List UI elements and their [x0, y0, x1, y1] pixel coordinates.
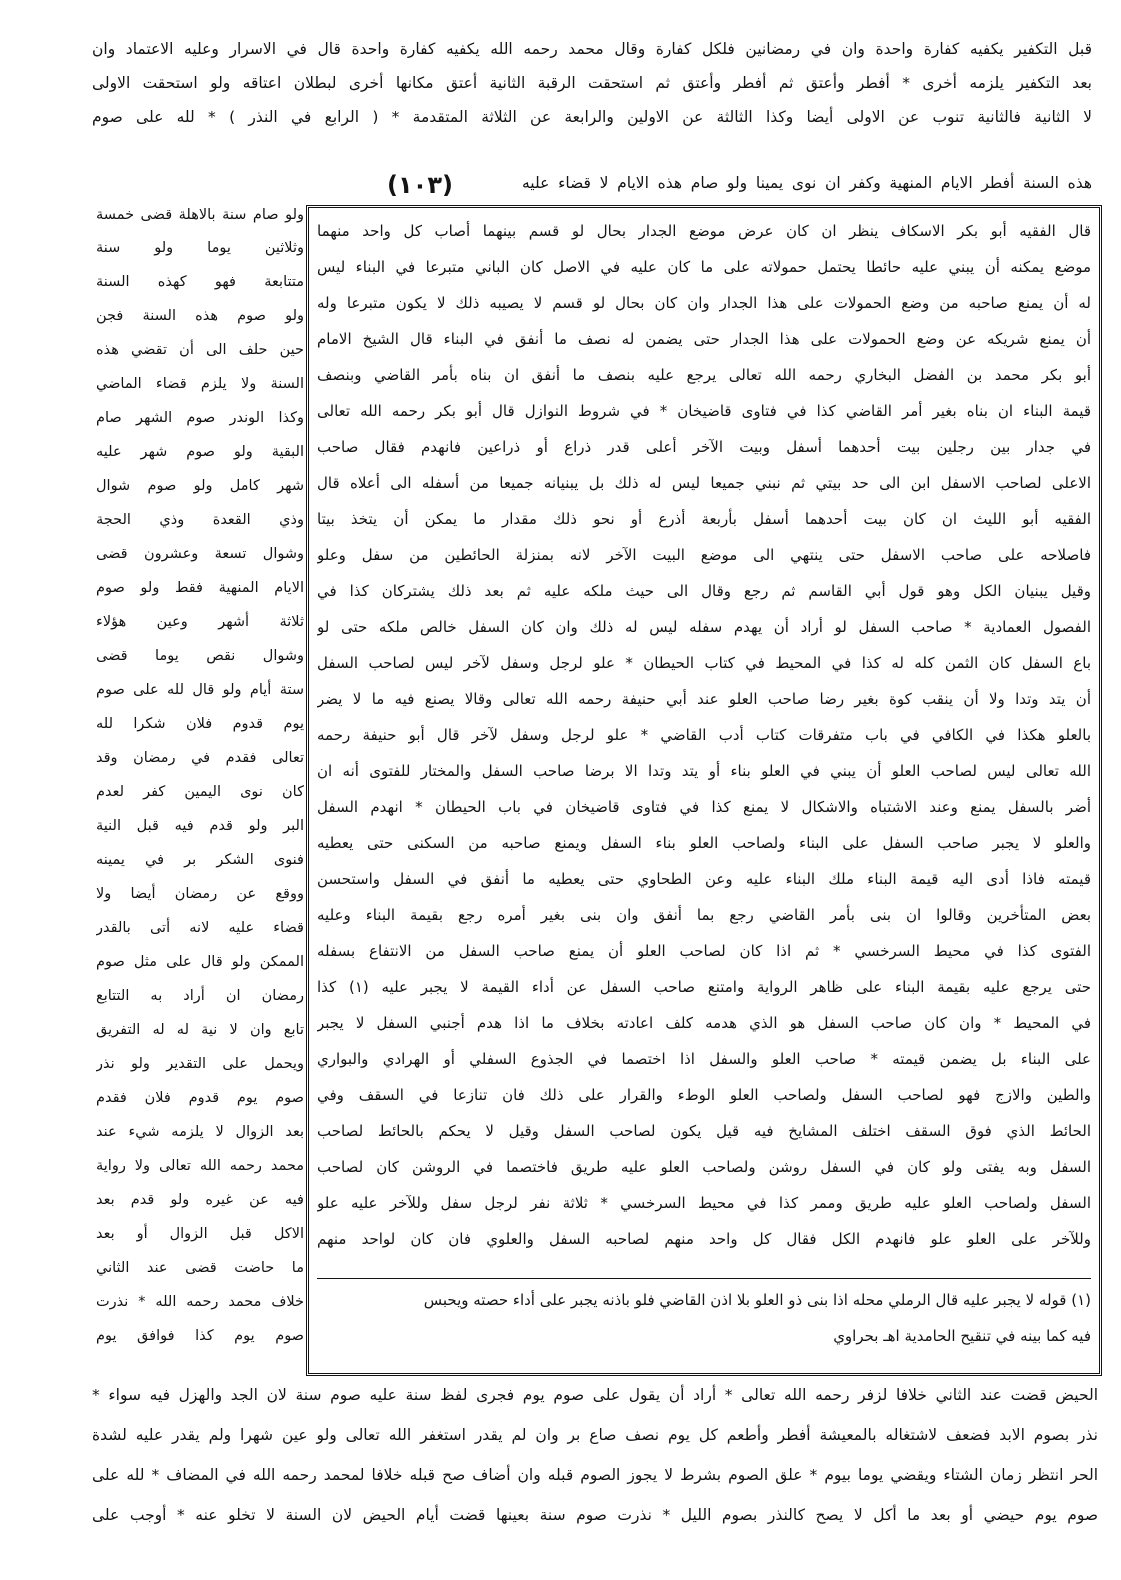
side-line: البر ولو قدم فيه قبل النية — [96, 818, 304, 834]
main-line: في جدار بين رجلين بيت أحدهما أسفل وبيت الآخر أعلى قدر ذراع أو ذراعين فانهدم فقال صاحب — [317, 438, 1091, 456]
main-line: بالعلو هكذا في الكافي في باب متفرقات كتاب أدب القاضي * علو لرجل وسفل لآخر قال أبو حنيفة رحمه — [317, 726, 1091, 744]
side-line: وشوال نقص يوما قضى — [96, 648, 304, 664]
side-line: رمضان ان أراد به التتابع — [96, 988, 304, 1004]
side-line: ولو صوم هذه السنة فجن — [96, 308, 304, 324]
main-line: بعض المتأخرين وقالوا ان بنى بأمر القاضي رجع بما أنفق وان بنى بغير أمره رجع بقيمة البناء وعليه — [317, 906, 1091, 924]
side-line: وكذا الوندر صوم الشهر صام — [96, 410, 304, 426]
side-line: الاكل قبل الزوال أو بعد — [96, 1226, 304, 1242]
bottom-text-block — [92, 1380, 1098, 1570]
side-line: حين حلف الى أن تقضي هذه — [96, 342, 304, 358]
main-line: فاصلاحه على صاحب الاسفل حتى ينتهي الى موضع البيت الآخر لانه بمنزلة الحائطين من سفل وعلو — [317, 546, 1091, 564]
side-line: فنوى الشكر بر في يمينه — [96, 852, 304, 868]
main-frame — [306, 205, 1102, 1376]
side-line: صوم يوم كذا فوافق يوم — [96, 1328, 304, 1344]
top-line: بعد التكفير يلزمه أخرى * أفطر وأعتق ثم أفطر وأعتق ثم استحقت الرقبة الثانية أعتق مكانها أخرى لبطلان اعتاقه ولو استحقت الاولى — [92, 74, 1092, 92]
main-line: قال الفقيه أبو بكر الاسكاف ينظر ان كان عرض موضع الجدار بحال لو قسم بينهما أصاب كل واحد منهما — [317, 222, 1091, 240]
footnote-line: (١) قوله لا يجبر عليه قال الرملي محله اذا بنى ذو العلو بلا اذن القاضي فلو باذنه يجبر على أداء حصته ويحبس — [423, 1291, 1091, 1309]
footnote-divider — [317, 1278, 1091, 1279]
side-line: صوم يوم قدوم فلان فقدم — [96, 1090, 304, 1106]
side-line: ويحمل على التقدير ولو نذر — [96, 1056, 304, 1072]
main-line: الاعلى لصاحب الاسفل ابن الى حد بيتي ثم نبني جميعا ليس له ذلك بل يبنيانه جميعا من أسفله الى أعلاه قال — [317, 474, 1091, 492]
main-line: وللآخر على العلو علو فانهدم الكل فقال كل واحد منهم لصاحبه السفل والعلوي فان كان لواحد منهم — [317, 1230, 1091, 1248]
main-line: باع السفل كان الثمن كله له كذا في المحيط في كتاب الحيطان * علو لرجل وسفل لآخر ليس لصاحب السفل — [317, 654, 1091, 672]
side-line: الممكن ولو قال على مثل صوم — [96, 954, 304, 970]
main-line: الفصول العمادية * صاحب السفل لو أراد أن يهدم سفله ليس له ذلك وان كان السفل خالص ملكه حتى لو — [317, 618, 1091, 636]
side-line: البقية ولو صوم شهر عليه — [96, 444, 304, 460]
top-text-block — [92, 34, 1092, 200]
main-line: الفتوى كذا في محيط السرخسي * ثم اذا كان لصاحب العلو أن يمنع صاحب السفل من الانتفاع بسفله — [317, 942, 1091, 960]
main-line: الله تعالى ليس لصاحب العلو أن يبني في العلو بناء أو يتد وتدا الا برضا صاحب السفل والمختار للفتوى أنه ان — [317, 762, 1091, 780]
side-line: كان نوى اليمين كفر لعدم — [96, 784, 304, 800]
side-column — [96, 200, 304, 1378]
side-line: شهر كامل ولو صوم شوال — [96, 478, 304, 494]
main-line: أن يتد وتدا ولا أن ينقب كوة بغير رضا صاحب العلو عند أبي حنيفة رحمه الله تعالى وقالا يصنع فيه ما لا يضر — [317, 690, 1091, 708]
main-line: أن يمنع شريكه عن وضع الحمولات على هذا الجدار حتى يضمن له نصف ما أنفق في البناء قال الشيخ الامام — [317, 330, 1091, 348]
top-line: لا الثانية فالثانية تنوب عن الاولى أيضا وكذا الثالثة عن الاولين والرابعة عن الثلاثة المتقدمة * ( الرابع في النذر ) * لله على صوم — [92, 108, 1092, 126]
main-line: والطين والازج فهو لصاحب السفل ولصاحب العلو الوطء والقرار على ذلك فان تنازعا في السقف وفي — [317, 1086, 1091, 1104]
side-line: ولو صام سنة بالاهلة قضى خمسة — [96, 207, 304, 223]
main-line: الحائط الذي فوق السقف اختلف المشايخ فيه قيل يكون لصاحب السفل وقيل لا يحكم بالحائط لصاحب — [317, 1122, 1091, 1140]
main-line: السفل وبه يفتى ولو كان في السفل روشن ولصاحب العلو عليه طريق فاختصما في الروشن كان لصاحب — [317, 1158, 1091, 1176]
main-line: أبو بكر محمد بن الفضل البخاري رحمه الله تعالى يرجع عليه بنصف ما أنفق ان بناه بأمر القاضي وبنصف — [317, 366, 1091, 384]
side-line: بعد الزوال لا يلزمه شيء عند — [96, 1124, 304, 1140]
main-line: على البناء بل يضمن قيمته * صاحب العلو والسفل اذا اختصما في الجذوع السفلي أو الهرادي والبواري — [317, 1050, 1091, 1068]
main-line: الفقيه أبو الليث ان كان بيت أحدهما أسفل بأربعة أذرع أو نحو ذلك مقدار ما يمكن أن يتخذ بيتا — [317, 510, 1091, 528]
side-line: محمد رحمه الله تعالى ولا رواية — [96, 1158, 304, 1174]
main-line: في المحيط * وان كان صاحب السفل هو الذي هدمه كلف اعادته بخلاف ما اذا هدم أجنبي السفل لا يجبر — [317, 1014, 1091, 1032]
main-line: السفل ولصاحب العلو عليه طريق وممر كذا في محيط السرخسي * ثلاثة نفر لرجل سفل وللآخر عليه علو — [317, 1194, 1091, 1212]
page-number: (١٠٣) — [387, 171, 453, 199]
main-line: وقيل يبنيان الكل وهو قول أبي القاسم ثم رجع وقال الى حيث ملكه عليه ثم بعد ذلك يشتركان كذا في — [317, 582, 1091, 600]
side-line: فيه عن غيره ولو قدم بعد — [96, 1192, 304, 1208]
bottom-line: الحر انتظر زمان الشتاء ويقضي يوما بيوم * علق الصوم بشرط لا يجوز الصوم قبله وان أضاف صح قبله خلافا لمحمد رحمه الله في المضاف * لله على — [92, 1466, 1098, 1484]
side-line: وذي القعدة وذي الحجة — [96, 512, 304, 528]
side-line: ووقع عن رمضان أيضا ولا — [96, 886, 304, 902]
footnote — [317, 1284, 1091, 1364]
side-line: الايام المنهية فقط ولو صوم — [96, 580, 304, 596]
side-line: قضاء عليه لانه أتى بالقدر — [96, 920, 304, 936]
top-line: قبل التكفير يكفيه كفارة واحدة وان في رمضانين فلكل كفارة وقال محمد رحمه الله يكفيه كفارة واحدة قال في الاسرار وعليه الاعتماد وان — [92, 40, 1092, 58]
main-line: قيمة البناء ان بناه بغير أمر القاضي كذا في فتاوى قاضيخان * في شروط النوازل قال أبو بكر رحمه الله تعالى — [317, 402, 1091, 420]
side-line: خلاف محمد رحمه الله * نذرت — [96, 1294, 304, 1310]
main-text-block — [317, 216, 1091, 1276]
main-line: قيمته فاذا أدى اليه قيمة البناء ملك البناء عليه وعن الطحاوي حتى يعطيه ما أنفق في السفل واستحسن — [317, 870, 1091, 888]
main-line: أضر بالسفل يمنع وعند الاشتباه والاشكال لا يمنع كذا في فتاوى قاضيخان في باب الحيطان * انهدم السفل — [317, 798, 1091, 816]
side-line: وثلاثين يوما ولو سنة — [96, 240, 304, 256]
side-line: تابع وان لا نية له له التفريق — [96, 1022, 304, 1038]
side-line: يوم قدوم فلان شكرا لله — [96, 716, 304, 732]
side-line: تعالى فقدم في رمضان وقد — [96, 750, 304, 766]
top-line: هذه السنة أفطر الايام المنهية وكفر ان نوى يمينا ولو صام هذه الايام لا قضاء عليه — [522, 174, 1092, 192]
main-line: له أن يمنع صاحبه من وضع الحمولات على هذا الجدار وان كان بحال لو قسم لا يصيبه ذلك لا يكون متبرعا وله — [317, 294, 1091, 312]
bottom-line: نذر بصوم الابد فضعف لاشتغاله بالمعيشة أفطر وأطعم كل يوم نصف صاع بر وان لم يقدر استغفر الله تعالى ولو عين شهرا ولم يقدر عليه لشدة — [92, 1426, 1098, 1444]
side-line: متتابعة فهو كهذه السنة — [96, 274, 304, 290]
main-line: والعلو لا يجبر صاحب السفل على البناء ولصاحب العلو بناء السفل ويمنع صاحبه من السكنى حتى يعطيه — [317, 834, 1091, 852]
side-line: وشوال تسعة وعشرون قضى — [96, 546, 304, 562]
side-line: السنة ولا يلزم قضاء الماضي — [96, 376, 304, 392]
main-line: حتى يرجع عليه بقيمة البناء على ظاهر الرواية وامتنع صاحب السفل عن أداء القيمة لا يجبر عليه (١) كذا — [317, 978, 1091, 996]
side-line: ثلاثة أشهر وعين هؤلاء — [96, 614, 304, 630]
footnote-line: فيه كما بينه في تنقيح الحامدية اهـ بحراوي — [833, 1327, 1091, 1345]
bottom-line: صوم يوم حيضي أو بعد ما أكل لا يصح كالنذر بصوم الليل * نذرت صوم سنة بعينها قضت أيام الحيض لان السنة لا تخلو عنه * أوجب على — [92, 1506, 1098, 1524]
side-line: ستة أيام ولو قال لله على صوم — [96, 682, 304, 698]
side-line: ما حاضت قضى عند الثاني — [96, 1260, 304, 1276]
bottom-line: الحيض قضت عند الثاني خلافا لزفر رحمه الله تعالى * أراد أن يقول على صوم يوم فجرى لفظ سنة عليه صوم سنة لان الجد والهزل فيه سواء * — [92, 1386, 1098, 1404]
main-line: موضع يمكنه أن يبني عليه حائطا يحتمل حمولاته على ما كان عليه في الاصل كان الباني متبرعا في البناء ليس — [317, 258, 1091, 276]
